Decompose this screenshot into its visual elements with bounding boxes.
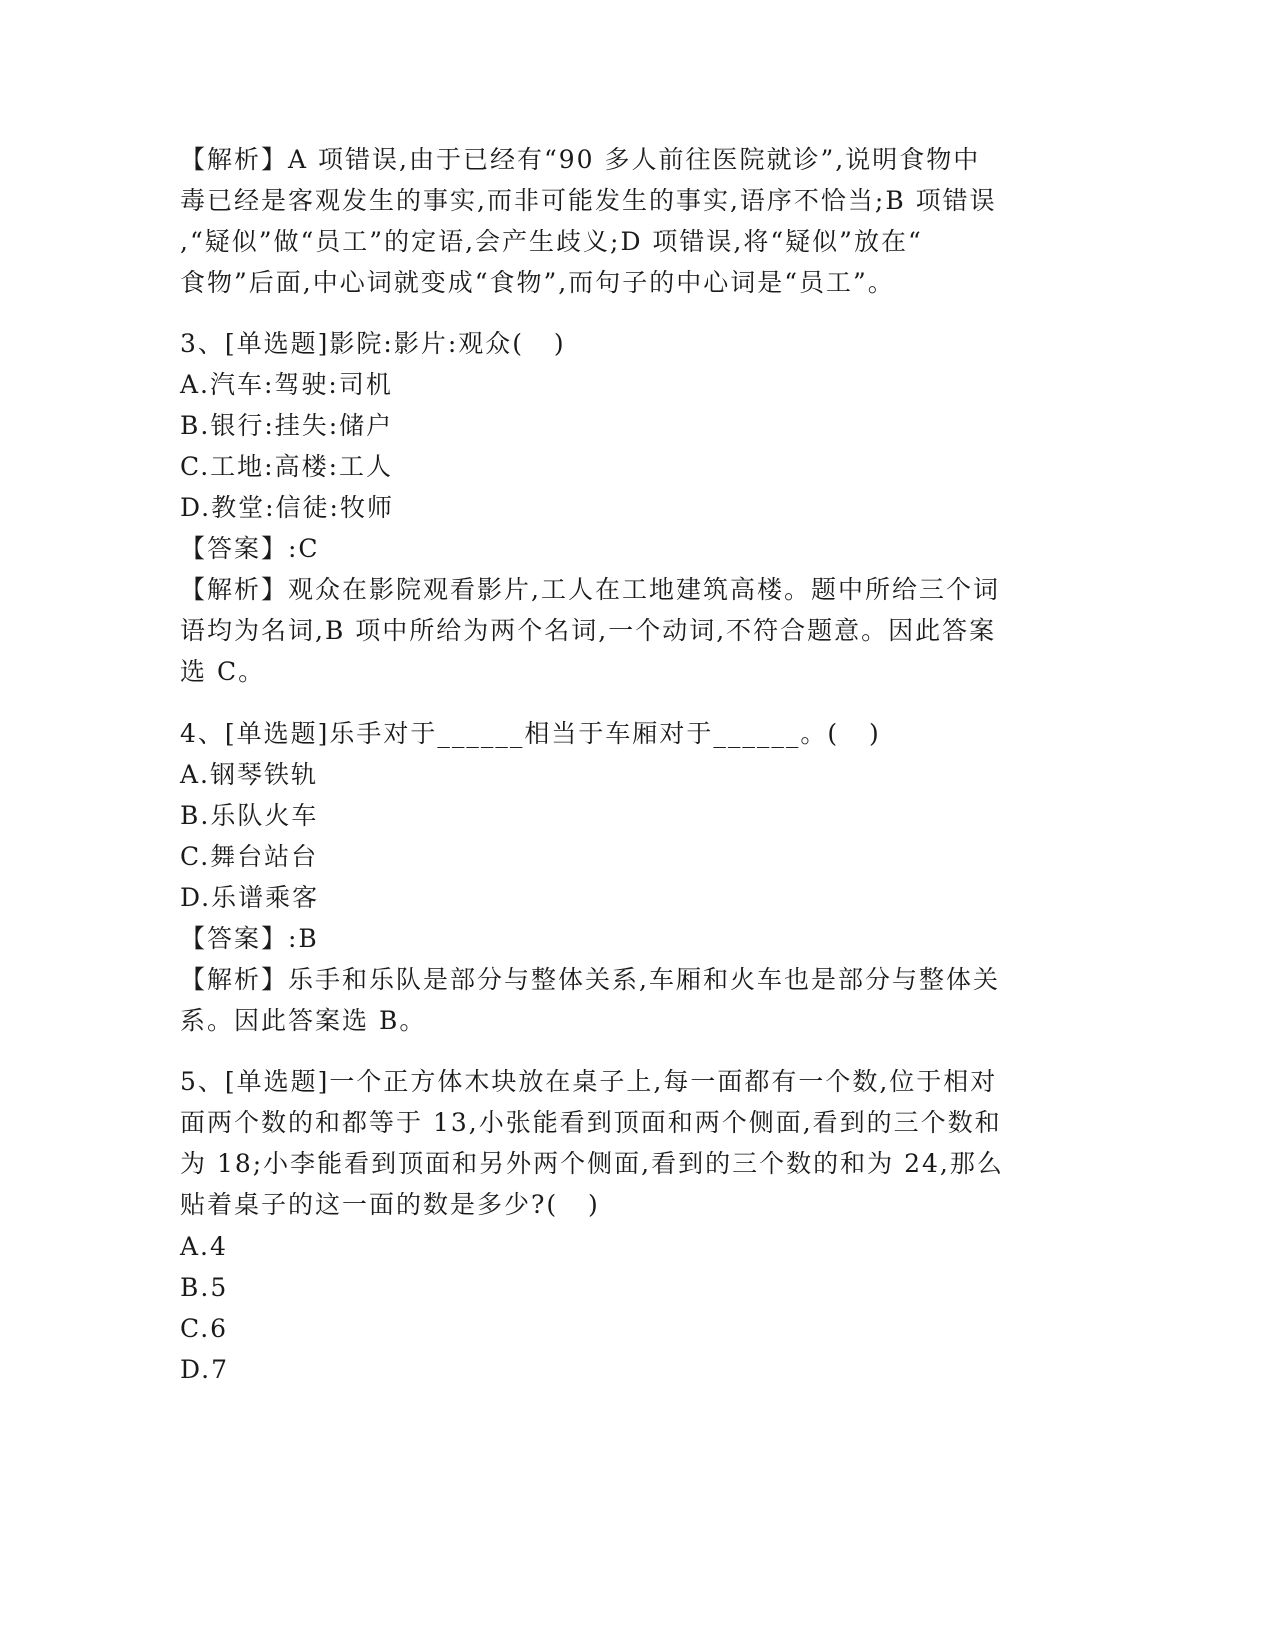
question-5-stem-line: 面两个数的和都等于 13,小张能看到顶面和两个侧面,看到的三个数和	[180, 1108, 1002, 1137]
question-4-stem: 4、[单选题]乐手对于______相当于车厢对于______。( )	[180, 719, 881, 748]
question-3-answer: 【答案】:C	[180, 534, 320, 563]
question-4-option-a: A.钢琴铁轨	[180, 760, 319, 789]
question-4-option-b: B.乐队火车	[180, 801, 319, 830]
question-4-analysis-line: 系。因此答案选 B。	[180, 1006, 427, 1035]
question-3-stem: 3、[单选题]影院:影片:观众( )	[180, 329, 566, 358]
question-5-stem-line: 5、[单选题]一个正方体木块放在桌子上,每一面都有一个数,位于相对	[180, 1067, 998, 1096]
question-3-analysis-line: 语均为名词,B 项中所给为两个名词,一个动词,不符合题意。因此答案	[180, 616, 997, 645]
question-5-stem-line: 贴着桌子的这一面的数是多少?( )	[180, 1190, 600, 1219]
question-3-option-a: A.汽车:驾驶:司机	[180, 370, 393, 399]
question-3-option-b: B.银行:挂失:储户	[180, 411, 394, 440]
question-5-option-a: A.4	[180, 1232, 228, 1261]
question-4-answer: 【答案】:B	[180, 924, 319, 953]
analysis-line: ,“疑似”做“员工”的定语,会产生歧义;D 项错误,将“疑似”放在“	[180, 227, 923, 256]
analysis-line: 【解析】A 项错误,由于已经有“90 多人前往医院就诊”,说明食物中	[180, 145, 981, 174]
question-4-option-c: C.舞台站台	[180, 842, 319, 871]
question-3-option-d: D.教堂:信徒:牧师	[180, 493, 394, 522]
analysis-line: 毒已经是客观发生的事实,而非可能发生的事实,语序不恰当;B 项错误	[180, 186, 997, 215]
question-5-option-c: C.6	[180, 1314, 229, 1343]
question-3-analysis-line: 选 C。	[180, 657, 266, 686]
question-4-option-d: D.乐谱乘客	[180, 883, 320, 912]
question-5-option-b: B.5	[180, 1273, 229, 1302]
question-5-stem-line: 为 18;小李能看到顶面和另外两个侧面,看到的三个数的和为 24,那么	[180, 1149, 1004, 1178]
question-4-analysis-line: 【解析】乐手和乐队是部分与整体关系,车厢和火车也是部分与整体关	[180, 965, 1000, 994]
question-5-option-d: D.7	[180, 1355, 230, 1384]
question-3-analysis-line: 【解析】观众在影院观看影片,工人在工地建筑高楼。题中所给三个词	[180, 575, 1000, 604]
analysis-line: 食物”后面,中心词就变成“食物”,而句子的中心词是“员工”。	[180, 268, 895, 297]
question-3-option-c: C.工地:高楼:工人	[180, 452, 394, 481]
